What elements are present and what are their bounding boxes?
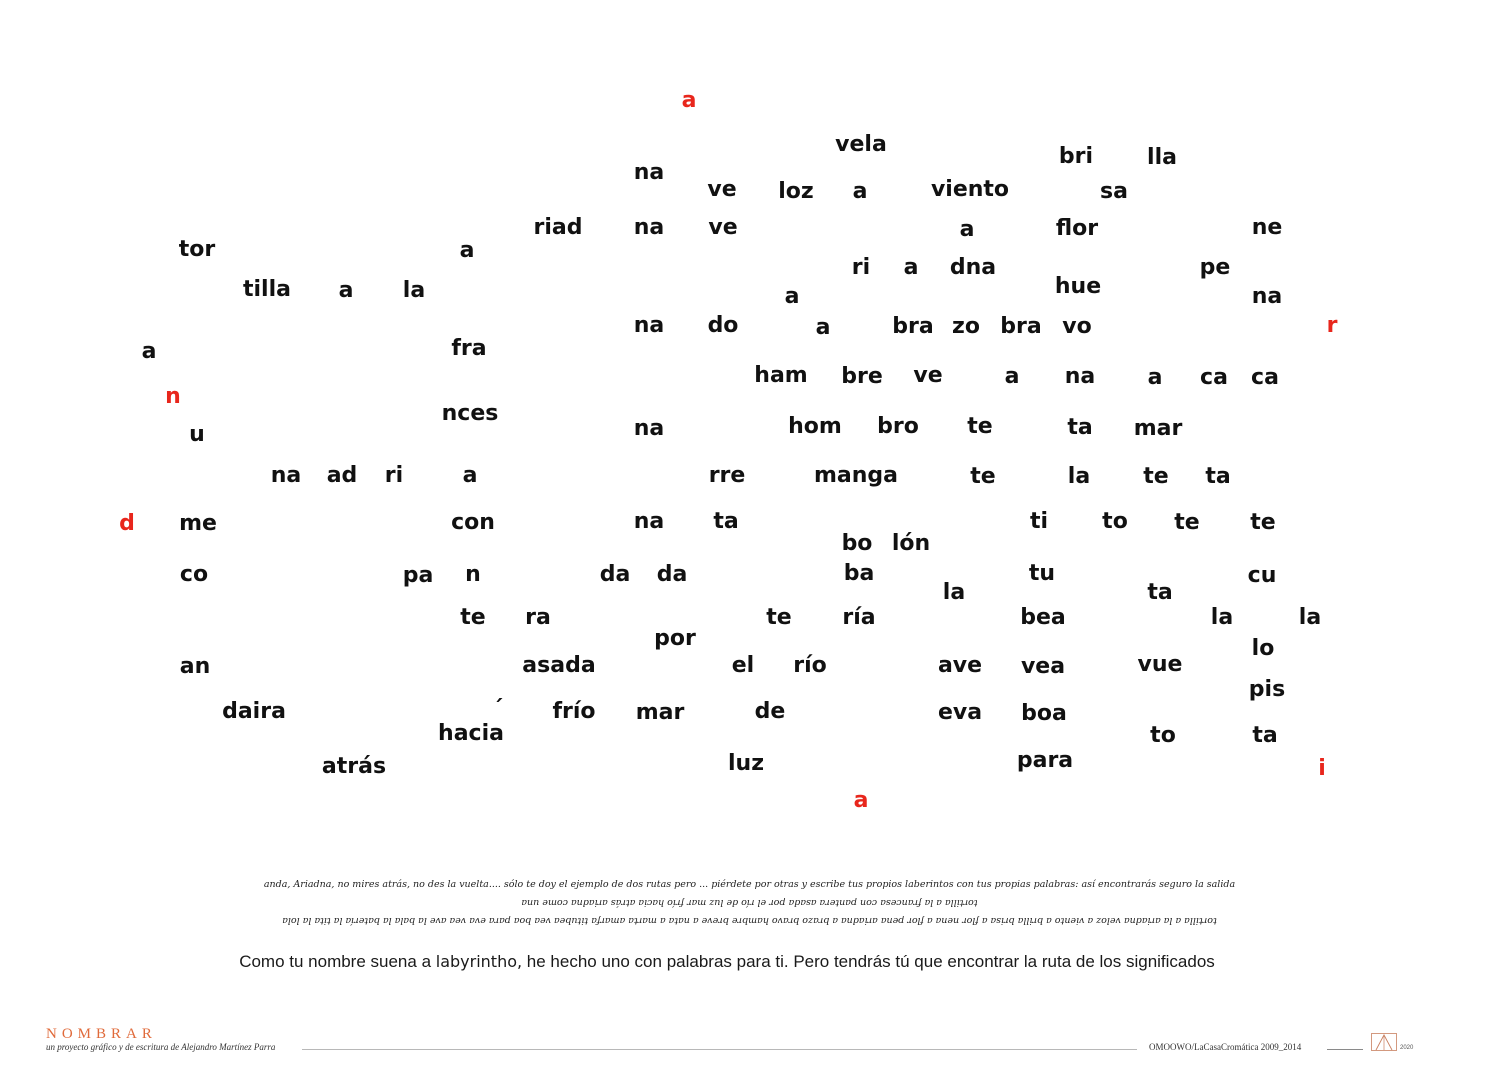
- labyrinth-syllable: co: [179, 562, 209, 587]
- labyrinth-syllable: la: [942, 580, 966, 605]
- labyrinth-syllable: vo: [1062, 314, 1092, 339]
- labyrinth-syllable: flor: [1055, 216, 1099, 241]
- labyrinth-syllable: nces: [441, 401, 499, 426]
- labyrinth-syllable: ve: [708, 215, 738, 240]
- labyrinth-syllable: na: [633, 509, 665, 534]
- labyrinth-syllable: na: [633, 313, 665, 338]
- labyrinth-syllable: vela: [835, 132, 887, 157]
- labyrinth-syllable: ca: [1200, 365, 1228, 390]
- labyrinth-syllable: luz: [727, 751, 765, 776]
- labyrinth-syllable: para: [1016, 748, 1074, 773]
- labyrinth-syllable: na: [1064, 364, 1096, 389]
- labyrinth-syllable: cu: [1247, 563, 1277, 588]
- inverted-route-line-1: tortilla a la francesa con pantera asada por el río de luz mar frío hacia atrás ariadna come una: [521, 897, 978, 908]
- labyrinth-syllable: te: [460, 605, 486, 630]
- labyrinth-syllable: dna: [949, 255, 997, 280]
- labyrinth-syllable: ca: [1251, 365, 1279, 390]
- labyrinth-syllable: fra: [451, 336, 487, 361]
- labyrinth-syllable: ad: [326, 463, 358, 488]
- labyrinth-syllable: na: [633, 160, 665, 185]
- labyrinth-key-letter: r: [1326, 313, 1338, 338]
- brand-subtitle: un proyecto gráfico y de escritura de Alejandro Martínez Parra: [46, 1042, 276, 1052]
- inverted-route-line-2: tortilla a la ariadna veloz a viento a brilla brisa a flor nena a flor pena ariadna a brazo bravo hambre breve a nata a marta amarfa titubea vea boa para eva vea ave la bala la batería la tita la lola: [282, 915, 1217, 926]
- labyrinth-syllable: vue: [1137, 652, 1183, 677]
- labyrinth-syllable: daira: [222, 699, 286, 724]
- labyrinth-syllable: ta: [1067, 415, 1093, 440]
- labyrinth-syllable: la: [1067, 464, 1091, 489]
- labyrinth-syllable: hue: [1054, 274, 1102, 299]
- labyrinth-syllable: a: [141, 339, 157, 364]
- labyrinth-syllable: te: [1250, 510, 1276, 535]
- labyrinth-syllable: zo: [952, 314, 980, 339]
- labyrinth-syllable: a: [815, 315, 831, 340]
- labyrinth-syllable: la: [1298, 605, 1322, 630]
- labyrinth-syllable: a: [852, 179, 868, 204]
- labyrinth-syllable: n: [465, 562, 481, 587]
- labyrinth-syllable: ri: [851, 255, 871, 280]
- labyrinth-syllable: a: [784, 284, 800, 309]
- labyrinth-syllable: la: [402, 278, 426, 303]
- labyrinth-syllable: a: [338, 278, 354, 303]
- labyrinth-syllable: de: [754, 699, 786, 724]
- caption-start: Como tu nombre suena a: [239, 952, 436, 971]
- footer-rule: [302, 1049, 1137, 1050]
- labyrinth-syllable: te: [1143, 464, 1169, 489]
- labyrinth-syllable: ham: [754, 363, 808, 388]
- labyrinth-syllable: río: [793, 653, 827, 678]
- labyrinth-syllable: loz: [778, 179, 814, 204]
- labyrinth-syllable: ta: [1205, 464, 1231, 489]
- labyrinth-syllable: a: [459, 238, 475, 263]
- labyrinth-syllable: bra: [1000, 314, 1042, 339]
- labyrinth-syllable: pe: [1199, 255, 1231, 280]
- labyrinth-syllable: to: [1102, 509, 1128, 534]
- labyrinth-syllable: pis: [1248, 677, 1286, 702]
- labyrinth-syllable: asada: [522, 653, 596, 678]
- labyrinth-syllable: tilla: [243, 277, 291, 302]
- footer-rule-short: [1327, 1049, 1363, 1050]
- labyrinth-syllable: ´: [492, 697, 504, 722]
- footer-credit: OMOOWO/LaCasaCromática 2009_2014: [1149, 1042, 1302, 1052]
- labyrinth-syllable: ave: [937, 653, 983, 678]
- labyrinth-syllable: do: [707, 313, 739, 338]
- labyrinth-syllable: a: [462, 463, 478, 488]
- caption-highlight: labyrintho,: [435, 952, 523, 971]
- labyrinth-syllable: me: [179, 511, 217, 536]
- labyrinth-syllable: lón: [891, 531, 931, 556]
- labyrinth-syllable: na: [270, 463, 302, 488]
- labyrinth-syllable: ta: [1147, 580, 1173, 605]
- labyrinth-syllable: da: [656, 562, 688, 587]
- labyrinth-syllable: atrás: [321, 754, 387, 779]
- labyrinth-syllable: hacia: [438, 721, 504, 746]
- labyrinth-syllable: bea: [1020, 605, 1066, 630]
- labyrinth-syllable: por: [654, 626, 696, 651]
- labyrinth-syllable: ne: [1251, 215, 1283, 240]
- caption-end: he hecho uno con palabras para ti. Pero tendrás tú que encontrar la ruta de los significados: [522, 952, 1215, 971]
- labyrinth-syllable: ta: [1252, 723, 1278, 748]
- labyrinth-syllable: na: [633, 215, 665, 240]
- labyrinth-syllable: ra: [525, 605, 551, 630]
- labyrinth-syllable: pa: [402, 563, 434, 588]
- labyrinth-syllable: ba: [843, 561, 875, 586]
- labyrinth-syllable: el: [731, 653, 755, 678]
- labyrinth-syllable: ría: [842, 605, 876, 630]
- labyrinth-syllable: te: [766, 605, 792, 630]
- labyrinth-syllable: la: [1210, 605, 1234, 630]
- labyrinth-key-letter: a: [681, 88, 697, 113]
- labyrinth-syllable: lla: [1147, 145, 1177, 170]
- labyrinth-syllable: frío: [552, 699, 596, 724]
- labyrinth-syllable: riad: [533, 215, 583, 240]
- labyrinth-syllable: ri: [384, 463, 404, 488]
- instruction-line: anda, Ariadna, no mires atrás, no des la vuelta.... sólo te doy el ejemplo de dos rutas pero ... piérdete por otras y escribe tus propios laberintos con tus propias palabras: así encontrarás seguro la salida: [263, 879, 1236, 890]
- labyrinth-syllable: sa: [1100, 179, 1128, 204]
- caption: [0, 952, 1454, 972]
- labyrinth-syllable: te: [967, 414, 993, 439]
- labyrinth-syllable: ta: [713, 509, 739, 534]
- labyrinth-syllable: tor: [178, 237, 216, 262]
- labyrinth-syllable: bre: [841, 364, 883, 389]
- labyrinth-syllable: bro: [877, 414, 919, 439]
- labyrinth-key-letter: a: [853, 788, 869, 813]
- labyrinth-syllable: ve: [913, 363, 943, 388]
- labyrinth-syllable: da: [599, 562, 631, 587]
- labyrinth-syllable: lo: [1251, 636, 1275, 661]
- labyrinth-syllable: a: [959, 217, 975, 242]
- labyrinth-syllable: u: [189, 422, 205, 447]
- labyrinth-syllable: ve: [707, 177, 737, 202]
- labyrinth-syllable: te: [1174, 510, 1200, 535]
- labyrinth-syllable: viento: [930, 177, 1010, 202]
- labyrinth-syllable: a: [1147, 365, 1163, 390]
- labyrinth-syllable: na: [1251, 284, 1283, 309]
- labyrinth-syllable: rre: [708, 463, 746, 488]
- labyrinth-syllable: an: [179, 654, 211, 679]
- brand-title: NOMBRAR: [46, 1026, 157, 1042]
- labyrinth-syllable: vea: [1020, 654, 1066, 679]
- labyrinth-syllable: to: [1150, 723, 1176, 748]
- labyrinth-syllable: bri: [1058, 144, 1094, 169]
- footer-year: 2020: [1400, 1045, 1414, 1051]
- labyrinth-syllable: ti: [1029, 509, 1049, 534]
- labyrinth-syllable: bo: [841, 531, 873, 556]
- labyrinth-syllable: na: [633, 416, 665, 441]
- labyrinth-syllable: hom: [788, 414, 842, 439]
- labyrinth-key-letter: d: [119, 511, 135, 536]
- labyrinth-syllable: eva: [937, 700, 983, 725]
- labyrinth-key-letter: i: [1318, 756, 1326, 781]
- labyrinth-syllable: a: [1004, 364, 1020, 389]
- labyrinth-syllable: mar: [635, 700, 685, 725]
- labyrinth-syllable: a: [903, 255, 919, 280]
- labyrinth-syllable: manga: [813, 463, 899, 488]
- labyrinth-syllable: con: [451, 510, 495, 535]
- labyrinth-syllable: tu: [1028, 561, 1056, 586]
- labyrinth-key-letter: n: [165, 384, 181, 409]
- logo-icon: [1371, 1033, 1397, 1051]
- labyrinth-syllable: mar: [1133, 416, 1183, 441]
- labyrinth-syllable: bra: [892, 314, 934, 339]
- labyrinth-syllable: te: [970, 464, 996, 489]
- labyrinth-syllable: boa: [1021, 701, 1067, 726]
